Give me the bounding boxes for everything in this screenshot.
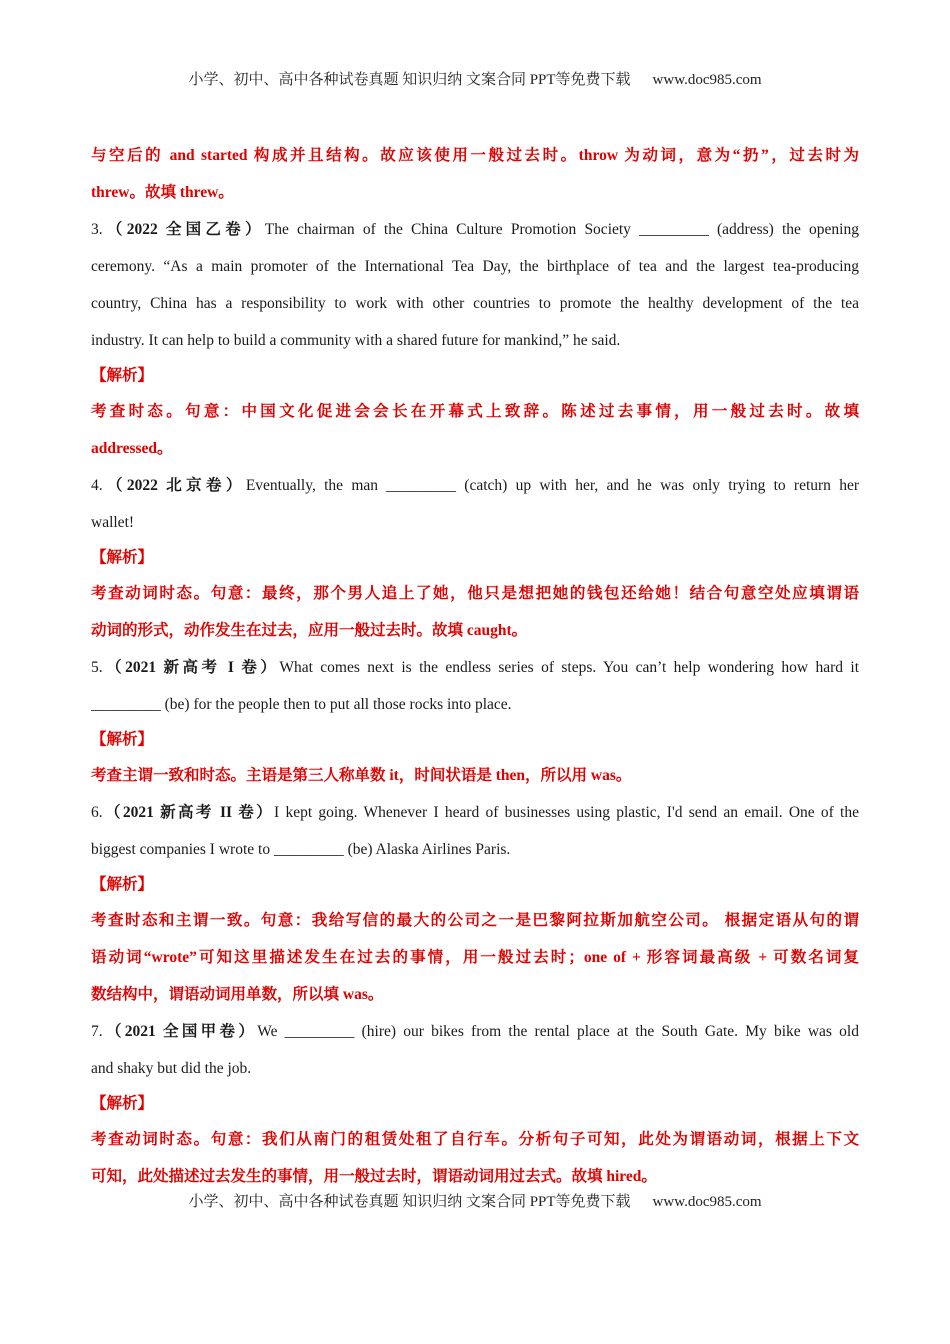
question-6-line-2: biggest companies I wrote to _________ (be) Alaska Airlines Paris. bbox=[91, 841, 511, 858]
header-url[interactable]: www.doc985.com bbox=[652, 72, 762, 88]
question-7-line-1 bbox=[91, 1013, 859, 1050]
question-4-line-1 bbox=[91, 467, 859, 504]
explanation-3-line-1: 考查时态。句意：中国文化促进会会长在开幕式上致辞。陈述过去事情，用一般过去时。故填 bbox=[91, 403, 859, 420]
question-text: We _________ (hire) our bikes from the rental place at the South Gate. My bike was old bbox=[257, 1023, 859, 1040]
explanation-5-line-1: 考查主谓一致和时态。主语是第三人称单数 it，时间状语是 then，所以用 was。 bbox=[91, 767, 632, 784]
explanation-4-line-2: 动词的形式，动作发生在过去，应用一般过去时。故填 caught。 bbox=[91, 622, 528, 639]
question-number: 3. bbox=[91, 221, 103, 238]
page-footer bbox=[0, 1190, 950, 1211]
explanation-6-line-3: 数结构中，谓语动词用单数，所以填 was。 bbox=[91, 986, 384, 1003]
explanation-6-line-2: 语动词“wrote”可知这里描述发生在过去的事情，用一般过去时；one of + 形容词最高级 + 可数名词复 bbox=[91, 949, 859, 966]
question-3-line-2: ceremony. “As a main promoter of the International Tea Day, the birthplace of tea and the largest tea-producing bbox=[91, 258, 859, 275]
explanation-2-line-2: threw。故填 threw。 bbox=[91, 184, 234, 201]
question-5-line-1 bbox=[91, 649, 859, 686]
question-4-line-2: wallet! bbox=[91, 514, 135, 531]
question-7-line-2: and shaky but did the job. bbox=[91, 1060, 252, 1077]
question-source: （2022 全国乙卷） bbox=[102, 221, 265, 238]
analysis-label: 【解析】 bbox=[91, 876, 154, 893]
question-source: （2021 全国甲卷） bbox=[102, 1023, 258, 1040]
question-5-line-2: _________ (be) for the people then to put all those rocks into place. bbox=[91, 696, 512, 713]
footer-text: 小学、初中、高中各种试卷真题 知识归纳 文案合同 PPT等免费下载 bbox=[188, 1194, 631, 1210]
question-number: 6. bbox=[91, 804, 103, 821]
analysis-label: 【解析】 bbox=[91, 731, 154, 748]
explanation-2-line-1: 与空后的 and started 构成并且结构。故应该使用一般过去时。throw 为动词，意为“扔”，过去时为 bbox=[91, 147, 859, 164]
analysis-label: 【解析】 bbox=[91, 1095, 154, 1112]
question-source: （2021 新高考 II 卷） bbox=[102, 804, 275, 821]
explanation-7-line-1: 考查动词时态。句意：我们从南门的租赁处租了自行车。分析句子可知，此处为谓语动词，根据上下文 bbox=[91, 1131, 859, 1148]
header-text: 小学、初中、高中各种试卷真题 知识归纳 文案合同 PPT等免费下载 bbox=[188, 72, 631, 88]
question-3-line-1 bbox=[91, 211, 859, 248]
analysis-label: 【解析】 bbox=[91, 549, 154, 566]
footer-url[interactable]: www.doc985.com bbox=[652, 1194, 762, 1210]
question-number: 5. bbox=[91, 659, 103, 676]
document-body bbox=[91, 137, 859, 1195]
explanation-7-line-2: 可知，此处描述过去发生的事情，用一般过去时，谓语动词用过去式。故填 hired。 bbox=[91, 1168, 657, 1185]
question-text: I kept going. Whenever I heard of businesses using plastic, I'd send an email. One of the bbox=[274, 804, 859, 821]
explanation-4-line-1: 考查动词时态。句意：最终，那个男人追上了她，他只是想把她的钱包还给她！结合句意空处应填谓语 bbox=[91, 585, 859, 602]
question-3-line-4: industry. It can help to build a community with a shared future for mankind,” he said. bbox=[91, 332, 621, 349]
question-6-line-1 bbox=[91, 794, 859, 831]
question-source: （2021 新高考 I 卷） bbox=[102, 659, 280, 676]
question-number: 4. bbox=[91, 477, 103, 494]
question-3-line-3: country, China has a responsibility to work with other countries to promote the healthy development of the tea bbox=[91, 295, 859, 312]
question-text: What comes next is the endless series of steps. You can’t help wondering how hard it bbox=[279, 659, 859, 676]
question-text: Eventually, the man _________ (catch) up with her, and he was only trying to return her bbox=[245, 477, 859, 494]
explanation-3-line-2: addressed。 bbox=[91, 440, 173, 457]
page-header bbox=[0, 68, 950, 89]
explanation-6-line-1: 考查时态和主谓一致。句意：我给写信的最大的公司之一是巴黎阿拉斯加航空公司。 根据定语从句的谓 bbox=[91, 912, 859, 929]
question-number: 7. bbox=[91, 1023, 103, 1040]
analysis-label: 【解析】 bbox=[91, 367, 154, 384]
question-source: （2022 北京卷） bbox=[102, 477, 246, 494]
question-text: The chairman of the China Culture Promotion Society _________ (address) the opening bbox=[264, 221, 859, 238]
